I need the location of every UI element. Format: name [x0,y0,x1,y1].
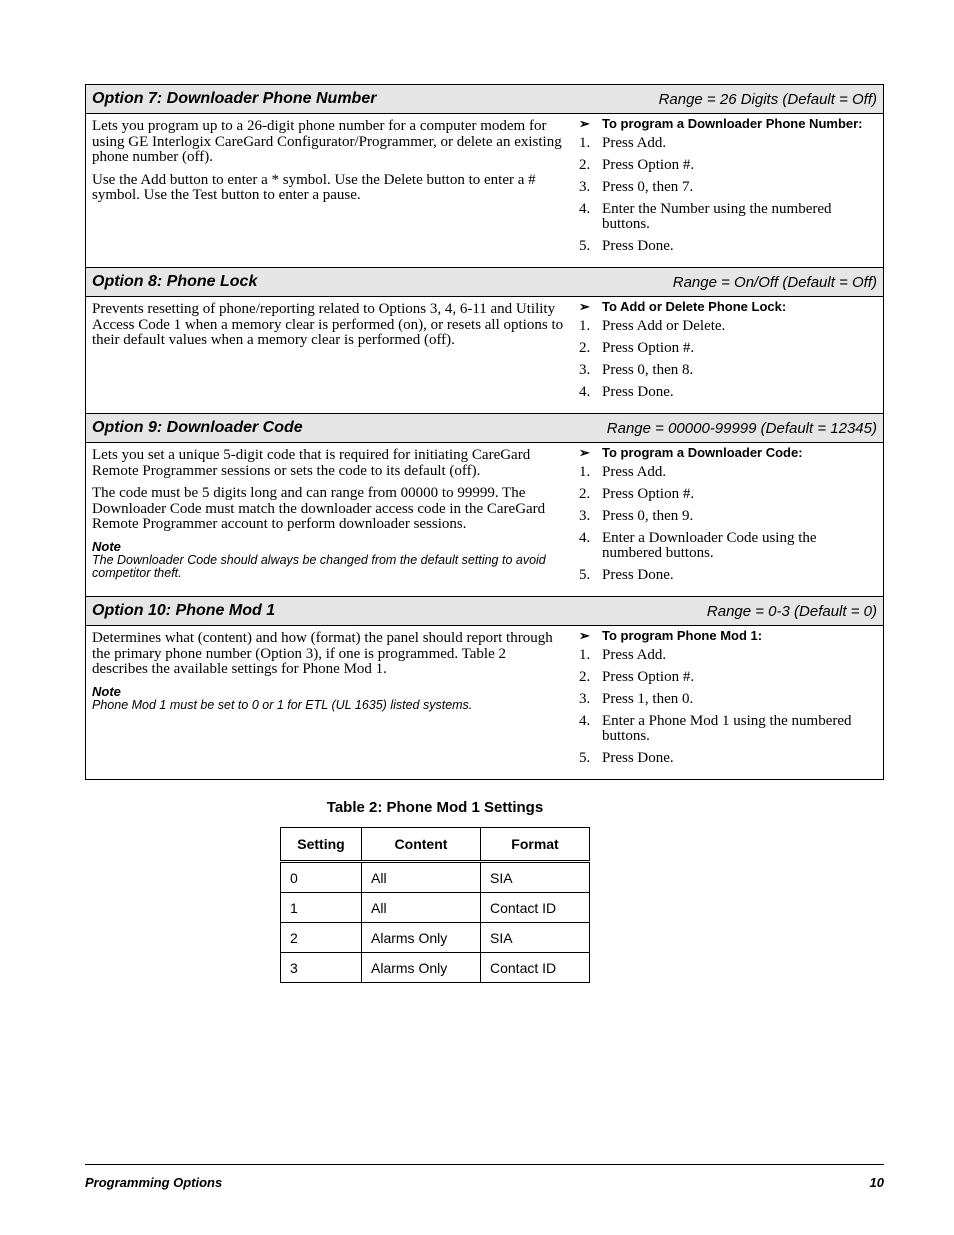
option-title: Option 8: Phone Lock [92,273,258,290]
option-procedure [573,114,883,267]
option-header [86,85,883,114]
table-cell: All [362,893,481,923]
column-header: Format [481,828,590,862]
note-text: The Downloader Code should always be changed from the default setting to avoid competitor theft. [92,552,546,580]
description-paragraph: Use the Add button to enter a * symbol. Use the Delete button to enter a # symbol. Use the Test button to enter a pause. [92,171,536,203]
procedure-step: 4. Enter the Number using the numbered buttons. [579,202,877,232]
option-title: Option 9: Downloader Code [92,419,303,436]
procedure-step: 3. Press 0, then 9. [579,508,694,524]
table-header-row [281,828,590,862]
table-cell: 2 [281,923,362,953]
option-header [86,597,883,626]
table-row [281,862,590,893]
step-text: Press Option #. [602,340,695,356]
option-procedure [573,297,883,413]
procedure-step: 5. Press Done. [579,238,674,254]
note-text: Phone Mod 1 must be set to 0 or 1 for ETL (UL 1635) listed systems. [92,697,473,712]
table-row [281,893,590,923]
page-number: 10 [869,1175,884,1190]
phone-mod-settings-table [280,827,590,983]
option-procedure [573,443,883,596]
option-body [86,443,883,597]
footer-section-title: Programming Options [85,1175,223,1190]
option-title: Option 7: Downloader Phone Number [92,90,377,107]
table-cell: 3 [281,953,362,983]
table-cell: Contact ID [481,893,590,923]
option-range: Range = On/Off (Default = Off) [672,273,877,291]
step-text: Press 0, then 9. [602,508,694,524]
table-row [281,923,590,953]
option-body [86,114,883,268]
procedure-step: 3. Press 1, then 0. [579,691,694,707]
arrow-bullet-icon: ➢ [579,299,590,314]
description-paragraph: Lets you program up to a 26-digit phone number for a computer modem for using GE Interlogix CareGard Configurator/Programmer, or delete an existing phone number (off). [92,118,562,165]
option-description [86,443,573,596]
step-text: Press Option #. [602,157,695,173]
step-text: Press Done. [602,384,674,400]
options-table [85,84,884,780]
option-procedure [573,626,883,779]
option-header [86,414,883,443]
table-cell: 1 [281,893,362,923]
procedure-step: 1. Press Add. [579,464,667,480]
arrow-bullet-icon: ➢ [579,445,590,460]
table-cell: All [362,862,481,893]
step-text: Enter a Phone Mod 1 using the numbered buttons. [602,713,852,744]
procedure-title: To program a Downloader Phone Number: [602,116,863,131]
procedure-step: 3. Press 0, then 8. [579,362,694,378]
step-text: Press Done. [602,750,674,766]
step-text: Press Option #. [602,669,695,685]
arrow-bullet-icon: ➢ [579,628,590,643]
procedure-step: 1. Press Add or Delete. [579,318,726,334]
option-range: Range = 00000-99999 (Default = 12345) [606,419,877,437]
table-row [281,953,590,983]
option-header [86,268,883,297]
procedure-step: 2. Press Option #. [579,340,695,356]
procedure-heading [579,629,877,643]
option-title: Option 10: Phone Mod 1 [92,602,276,619]
procedure-title: To program a Downloader Code: [602,445,803,460]
table-cell: Alarms Only [362,923,481,953]
step-text: Press 0, then 8. [602,362,694,378]
procedure-step: 4. Press Done. [579,384,674,400]
table-cell: 0 [281,862,362,893]
procedure-step: 3. Press 0, then 7. [579,179,694,195]
table-cell: Contact ID [481,953,590,983]
description-paragraph: Determines what (content) and how (format) the panel should report through the primary phone number (Option 3), if one is programmed. Table 2 describes the available settings for Phone Mod 1. [92,630,553,677]
table-cell: Alarms Only [362,953,481,983]
note-heading: Note [92,683,121,699]
table-cell: SIA [481,862,590,893]
step-text: Press Add. [602,647,667,663]
procedure-title: To Add or Delete Phone Lock: [602,299,787,314]
procedure-step: 2. Press Option #. [579,669,695,685]
step-text: Press Add. [602,135,667,151]
step-text: Press 1, then 0. [602,691,694,707]
procedure-step: 4. Enter a Downloader Code using the numbered buttons. [579,531,877,561]
procedure-heading [579,117,877,131]
procedure-step: 5. Press Done. [579,567,674,583]
note-heading: Note [92,538,121,554]
procedure-step: 2. Press Option #. [579,486,695,502]
option-body [86,297,883,414]
step-text: Press 0, then 7. [602,179,694,195]
step-text: Press Add or Delete. [602,318,726,334]
procedure-heading [579,446,877,460]
description-paragraph: The code must be 5 digits long and can range from 00000 to 99999. The Downloader Code must match the downloader access code in the CareGard Remote Programmer account to perform downloader sessions. [92,485,546,532]
option-description [86,297,573,413]
footer-divider [85,1164,884,1165]
option-description [86,114,573,267]
step-text: Enter the Number using the numbered buttons. [602,201,832,232]
procedure-step: 1. Press Add. [579,647,667,663]
option-description [86,626,573,779]
table-caption: Table 2: Phone Mod 1 Settings [326,799,544,816]
step-text: Press Add. [602,464,667,480]
description-paragraph: Prevents resetting of phone/reporting related to Options 3, 4, 6-11 and Utility Access Code 1 when a memory clear is performed (on), or resets all options to their default values when a memory clear is performed (off). [92,301,564,348]
column-header: Setting [281,828,362,862]
table-cell: SIA [481,923,590,953]
column-header: Content [362,828,481,862]
procedure-heading [579,300,877,314]
procedure-step: 2. Press Option #. [579,157,695,173]
step-text: Enter a Downloader Code using the numbered buttons. [602,530,817,561]
description-paragraph: Lets you set a unique 5-digit code that is required for initiating CareGard Remote Programmer sessions or sets the code to its default (off). [92,447,531,479]
procedure-step: 1. Press Add. [579,135,667,151]
step-text: Press Option #. [602,486,695,502]
option-range: Range = 0-3 (Default = 0) [706,602,877,620]
arrow-bullet-icon: ➢ [579,116,590,131]
procedure-step: 4. Enter a Phone Mod 1 using the numbered buttons. [579,714,877,744]
step-text: Press Done. [602,238,674,254]
option-range: Range = 26 Digits (Default = Off) [658,90,877,108]
procedure-step: 5. Press Done. [579,750,674,766]
step-text: Press Done. [602,567,674,583]
option-body [86,626,883,779]
procedure-title: To program Phone Mod 1: [602,628,763,643]
